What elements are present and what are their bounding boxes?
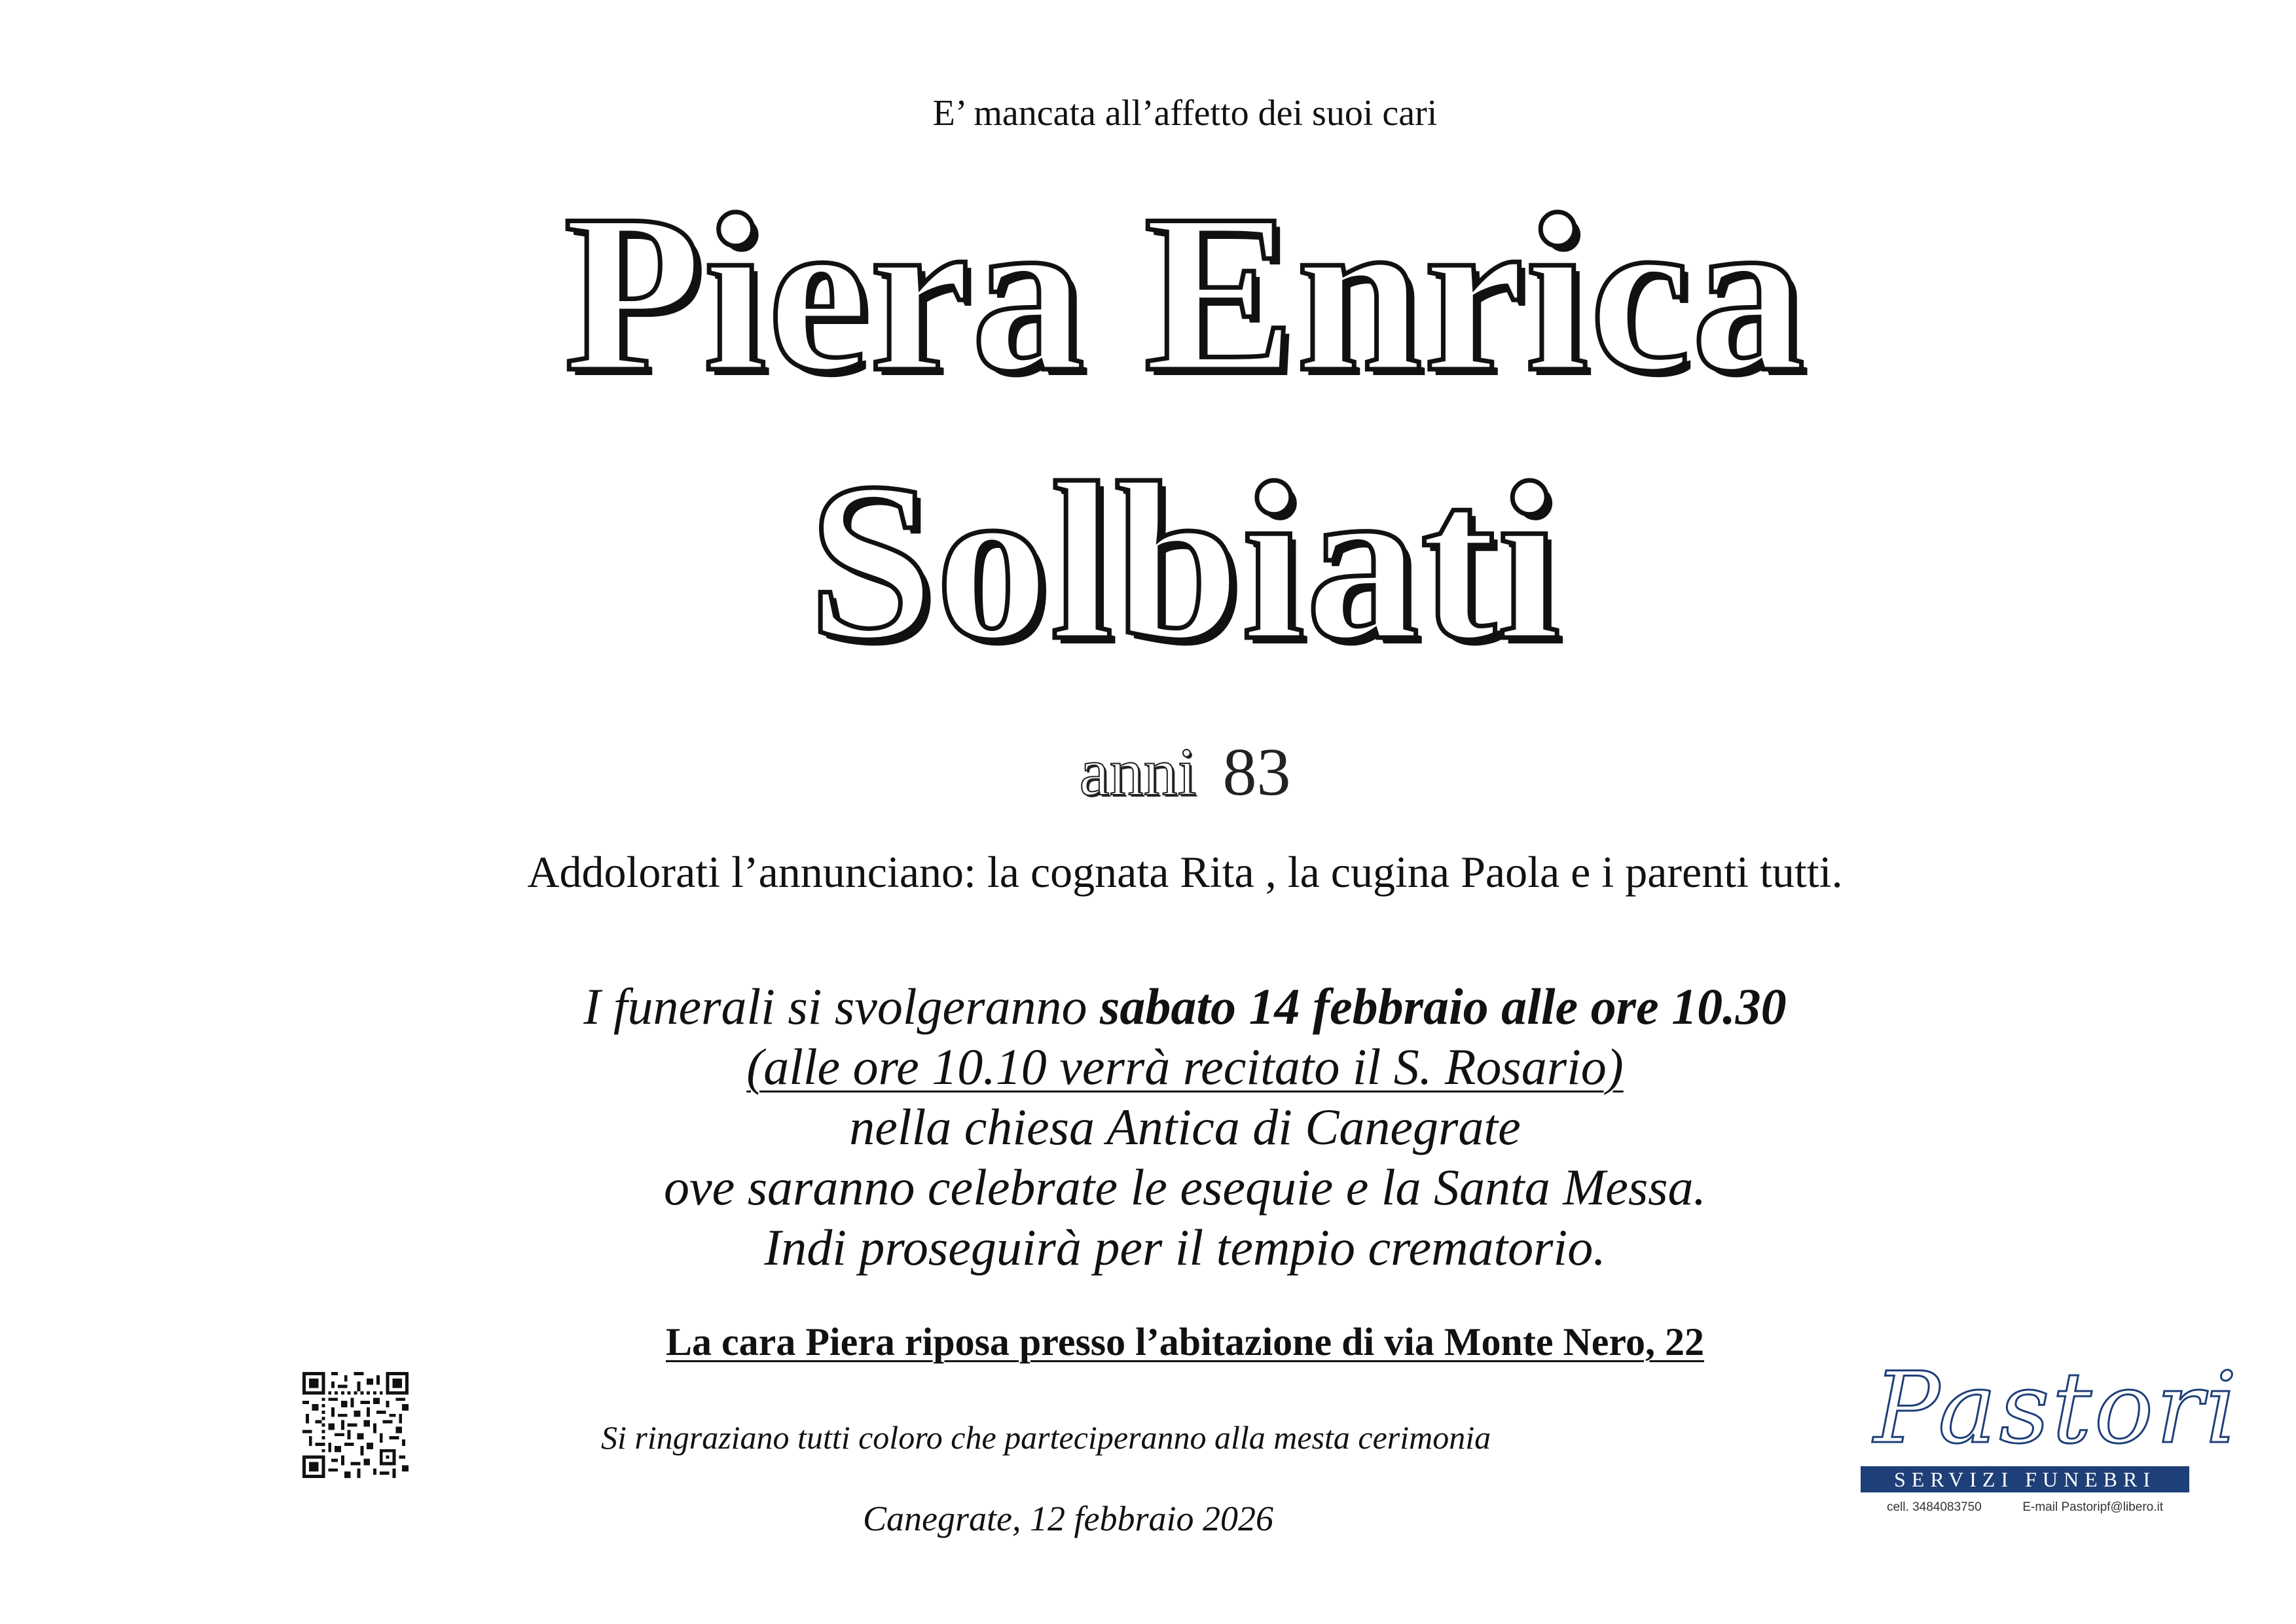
crematorium-info: Indi proseguirà per il tempio crematorio. — [764, 1219, 1606, 1276]
thanks-text: Si ringraziano tutti coloro che parteciperanno alla mesta cerimonia — [601, 1419, 1491, 1456]
funeral-intro: I funerali si svolgeranno — [583, 978, 1100, 1035]
funeral-home-logo — [1861, 1350, 2240, 1526]
funeral-date-time: sabato 14 febbraio alle ore 10.30 — [1100, 978, 1787, 1035]
deceased-surname: Solbiati — [808, 436, 1562, 687]
logo-tagline: SERVIZI FUNEBRI — [1861, 1466, 2189, 1492]
age-value: 83 — [1222, 734, 1291, 810]
deceased-first-names: Piera Enrica — [564, 168, 1806, 418]
qr-code-icon[interactable] — [302, 1372, 409, 1478]
logo-script-name: Pastori — [1874, 1352, 2240, 1466]
funeral-line-1 — [511, 977, 1859, 1037]
mass-info: ove saranno celebrate le esequie e la Santa Messa. — [663, 1159, 1707, 1216]
rosary-time: (alle ore 10.10 verrà recitato il S. Rosario) — [746, 1038, 1624, 1095]
resting-place: La cara Piera riposa presso l’abitazione di via Monte Nero, 22 — [666, 1320, 1704, 1363]
intro-text: E’ mancata all’affetto dei suoi cari — [932, 93, 1438, 134]
mourners-announcement: Addolorati l’annunciano: la cognata Rita , la cugina Paola e i parenti tutti. — [527, 847, 1843, 897]
logo-email: E-mail Pastoripf@libero.it — [2022, 1500, 2163, 1514]
logo-phone: cell. 3484083750 — [1887, 1500, 1982, 1514]
church-location: nella chiesa Antica di Canegrate — [849, 1098, 1521, 1155]
funeral-details — [511, 977, 1859, 1278]
place-and-date: Canegrate, 12 febbraio 2026 — [863, 1499, 1273, 1538]
age-label: anni — [1079, 734, 1197, 810]
age-line — [511, 733, 1859, 812]
logo-contacts — [1861, 1499, 2189, 1516]
